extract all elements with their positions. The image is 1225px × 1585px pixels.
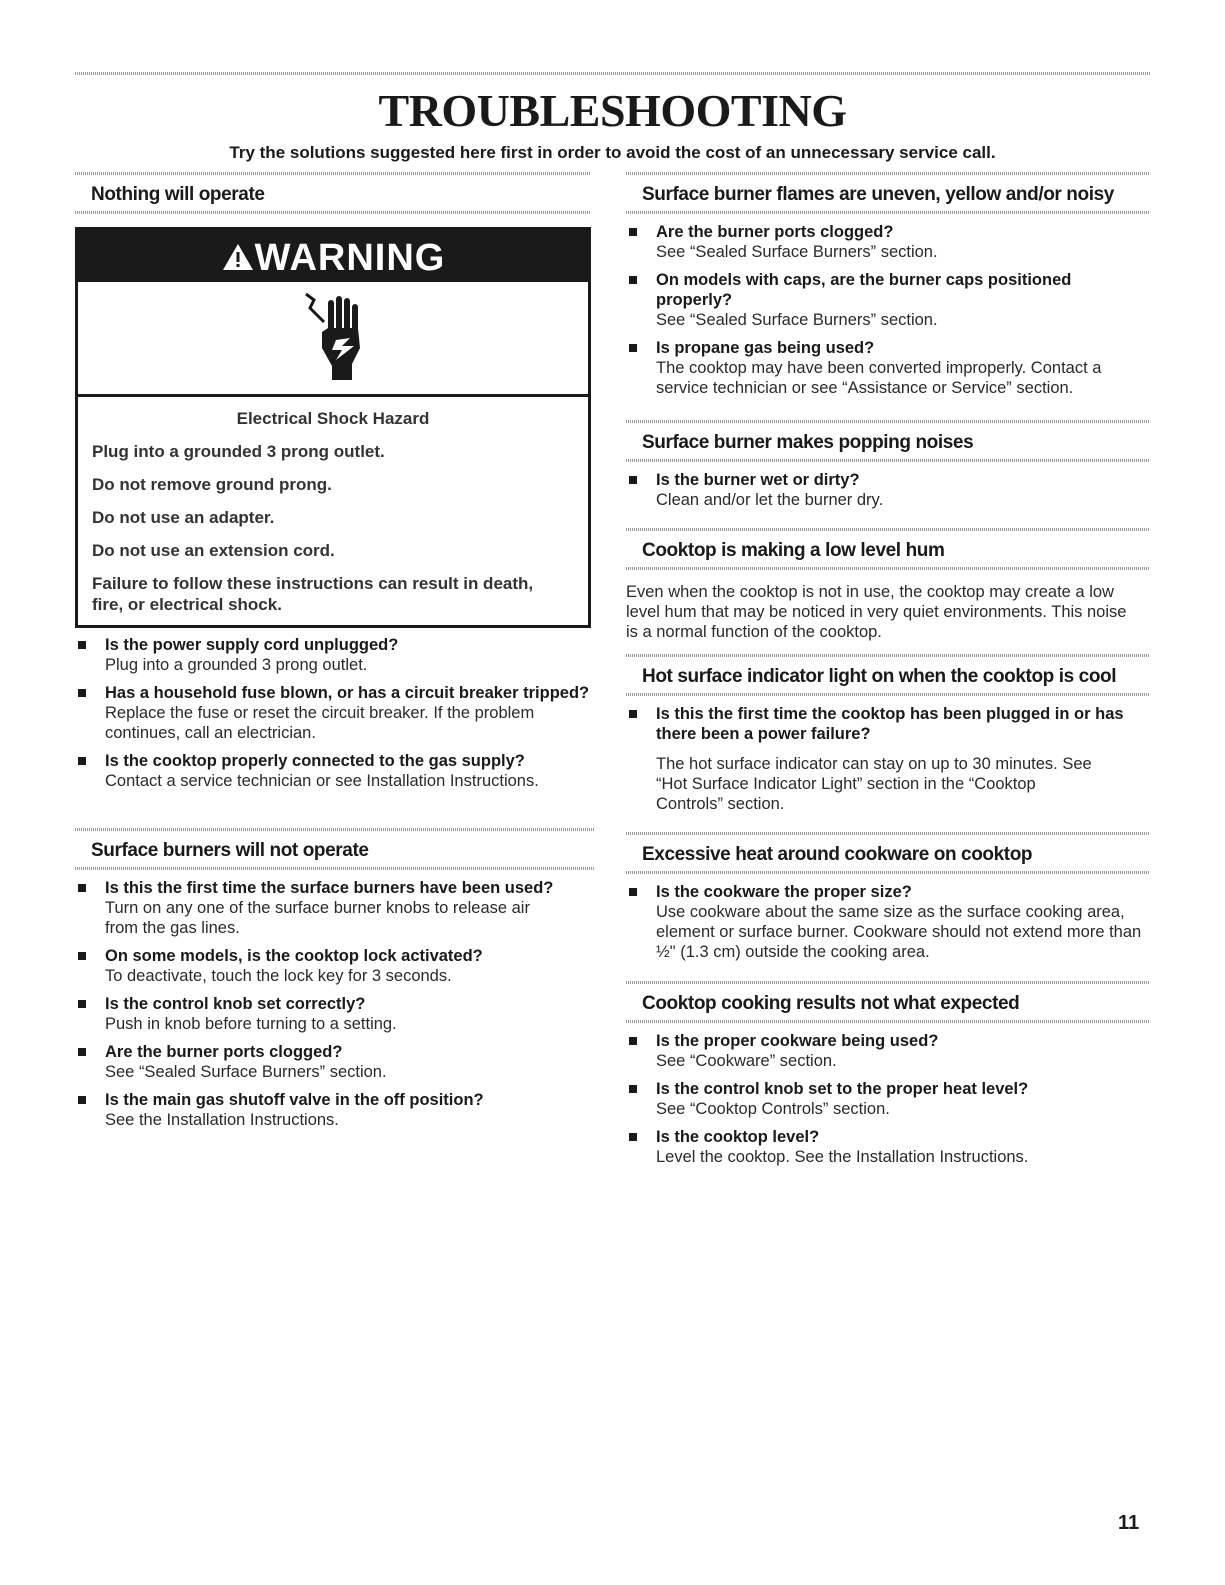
section-excessive-heat: [626, 832, 1150, 962]
list-item: [626, 1079, 1150, 1119]
item-answer: The hot surface indicator can stay on up to 30 minutes. See “Hot Surface Indicator Light” section in the “Cooktop Controls” section.: [656, 755, 1092, 813]
list-item: [626, 1127, 1150, 1167]
section-rule: [75, 828, 595, 831]
list-item: [75, 635, 595, 675]
item-question: Is the control knob set correctly?: [105, 995, 366, 1013]
section-rule: [626, 567, 1150, 570]
section-hot-surface-indicator: [626, 654, 1150, 814]
item-question: Are the burner ports clogged?: [105, 1043, 343, 1061]
warning-banner: [78, 230, 588, 282]
section-heading: Hot surface indicator light on when the cooktop is cool: [642, 666, 1117, 687]
section-nothing-will-operate: [75, 172, 590, 214]
warning-triangle-icon: [221, 242, 255, 272]
item-answer: To deactivate, touch the lock key for 3 seconds.: [105, 967, 452, 985]
top-rule: [75, 72, 1150, 75]
bullet-icon: [629, 476, 637, 484]
item-answer: See “Cookware” section.: [656, 1052, 837, 1070]
item-answer: See “Sealed Surface Burners” section.: [656, 243, 938, 261]
section-results-not-expected: [626, 981, 1150, 1167]
section-rule: [626, 420, 1150, 423]
section-surface-burners-will-not-operate: [75, 828, 595, 1130]
item-question: Has a household fuse blown, or has a circuit breaker tripped?: [105, 684, 590, 702]
electrical-shock-hand-icon: [300, 288, 370, 388]
item-question: On models with caps, are the burner caps positioned properly?: [656, 271, 1072, 309]
item-answer: Contact a service technician or see Installation Instructions.: [105, 772, 539, 790]
list-item: [626, 1031, 1150, 1071]
item-question: Is propane gas being used?: [656, 339, 875, 357]
warning-line: Do not remove ground prong.: [92, 475, 332, 494]
section-heading: Cooktop cooking results not what expected: [642, 993, 1020, 1014]
item-answer: Clean and/or let the burner dry.: [656, 491, 884, 509]
bullet-icon: [78, 1048, 86, 1056]
list-item: [75, 1090, 595, 1130]
section-rule: [75, 867, 595, 870]
section-flames-uneven: [626, 172, 1150, 398]
item-question: Is the proper cookware being used?: [656, 1032, 939, 1050]
bullet-icon: [629, 1133, 637, 1141]
section-rule: [626, 211, 1150, 214]
item-question: Are the burner ports clogged?: [656, 223, 894, 241]
bullet-icon: [78, 757, 86, 765]
section-low-level-hum: [626, 528, 1150, 642]
item-answer: See “Cooktop Controls” section.: [656, 1100, 890, 1118]
warning-line: Failure to follow these instructions can result in death, fire, or electrical shock.: [92, 574, 534, 614]
list-item: [626, 270, 1150, 330]
section-rule: [626, 1020, 1150, 1023]
nothing-will-operate-items: [75, 627, 595, 791]
warning-label: WARNING: [254, 237, 446, 279]
list-item: [75, 946, 595, 986]
page-title: TROUBLESHOOTING: [378, 85, 847, 136]
section-rule: [626, 871, 1150, 874]
list-item: [75, 751, 595, 791]
section-rule: [75, 211, 590, 214]
item-question: Is the cookware the proper size?: [656, 883, 912, 901]
section-heading: Surface burner flames are uneven, yellow and/or noisy: [642, 184, 1114, 205]
bullet-icon: [78, 1000, 86, 1008]
item-question: Is the cooktop properly connected to the gas supply?: [105, 752, 525, 770]
warning-hazard: Electrical Shock Hazard: [236, 409, 430, 428]
bullet-icon: [78, 641, 86, 649]
bullet-icon: [78, 1096, 86, 1104]
item-question: Is the cooktop level?: [656, 1128, 820, 1146]
list-item: [626, 704, 1150, 814]
item-question: Is the burner wet or dirty?: [656, 471, 860, 489]
section-rule: [626, 654, 1150, 657]
section-popping-noises: [626, 420, 1150, 510]
bullet-icon: [78, 689, 86, 697]
item-answer: The cooktop may have been converted improperly. Contact a service technician or see “Assistance or Service” section.: [656, 359, 1102, 397]
bullet-icon: [629, 1085, 637, 1093]
bullet-icon: [629, 276, 637, 284]
list-item: [626, 222, 1150, 262]
bullet-icon: [629, 228, 637, 236]
item-answer: See the Installation Instructions.: [105, 1111, 339, 1129]
bullet-icon: [78, 952, 86, 960]
bullet-icon: [629, 344, 637, 352]
list-item: [626, 470, 1150, 510]
section-rule: [626, 528, 1150, 531]
warning-icon-area: [78, 282, 588, 397]
item-answer: Level the cooktop. See the Installation Instructions.: [656, 1148, 1029, 1166]
item-answer: See “Sealed Surface Burners” section.: [105, 1063, 387, 1081]
section-heading: Excessive heat around cookware on cooktop: [642, 844, 1033, 865]
item-question: Is the control knob set to the proper heat level?: [656, 1080, 1029, 1098]
bullet-icon: [629, 888, 637, 896]
list-item: [626, 338, 1150, 398]
item-answer: Use cookware about the same size as the surface cooking area, element or surface burner. Cookware should not extend more than ½" (1.3 cm) outside the cooking area.: [656, 903, 1142, 961]
section-heading: Nothing will operate: [91, 184, 265, 205]
section-heading: Surface burners will not operate: [91, 840, 369, 861]
item-answer: Turn on any one of the surface burner knobs to release air from the gas lines.: [105, 899, 530, 937]
item-answer: Plug into a grounded 3 prong outlet.: [105, 656, 368, 674]
warning-line: Do not use an adapter.: [92, 508, 275, 527]
section-rule: [75, 172, 590, 175]
section-rule: [626, 832, 1150, 835]
item-answer: Replace the fuse or reset the circuit breaker. If the problem continues, call an electrician.: [105, 704, 535, 742]
page-subtitle: Try the solutions suggested here first in order to avoid the cost of an unnecessary service call.: [229, 143, 996, 162]
section-rule: [626, 981, 1150, 984]
section-rule: [626, 172, 1150, 175]
bullet-icon: [629, 710, 637, 718]
bullet-icon: [78, 884, 86, 892]
section-heading: Cooktop is making a low level hum: [642, 540, 945, 561]
section-paragraph: Even when the cooktop is not in use, the cooktop may create a low level hum that may be noticed in very quiet environments. This noise is a normal function of the cooktop.: [626, 583, 1127, 641]
list-item: [75, 994, 595, 1034]
item-question: Is the power supply cord unplugged?: [105, 636, 399, 654]
warning-line: Do not use an extension cord.: [92, 541, 335, 560]
list-item: [75, 683, 595, 743]
warning-line: Plug into a grounded 3 prong outlet.: [92, 442, 385, 461]
section-rule: [626, 459, 1150, 462]
section-heading: Surface burner makes popping noises: [642, 432, 974, 453]
list-item: [626, 882, 1150, 962]
item-answer: See “Sealed Surface Burners” section.: [656, 311, 938, 329]
section-rule: [626, 693, 1150, 696]
item-question: Is this the first time the surface burners have been used?: [105, 879, 554, 897]
item-question: Is this the first time the cooktop has been plugged in or has there been a power failure?: [656, 705, 1124, 743]
warning-box: [75, 227, 591, 628]
item-answer: Push in knob before turning to a setting.: [105, 1015, 397, 1033]
bullet-icon: [629, 1037, 637, 1045]
list-item: [75, 1042, 595, 1082]
list-item: [75, 878, 595, 938]
item-question: Is the main gas shutoff valve in the off position?: [105, 1091, 484, 1109]
page-number: 11: [1118, 1512, 1140, 1534]
item-question: On some models, is the cooktop lock activated?: [105, 947, 483, 965]
